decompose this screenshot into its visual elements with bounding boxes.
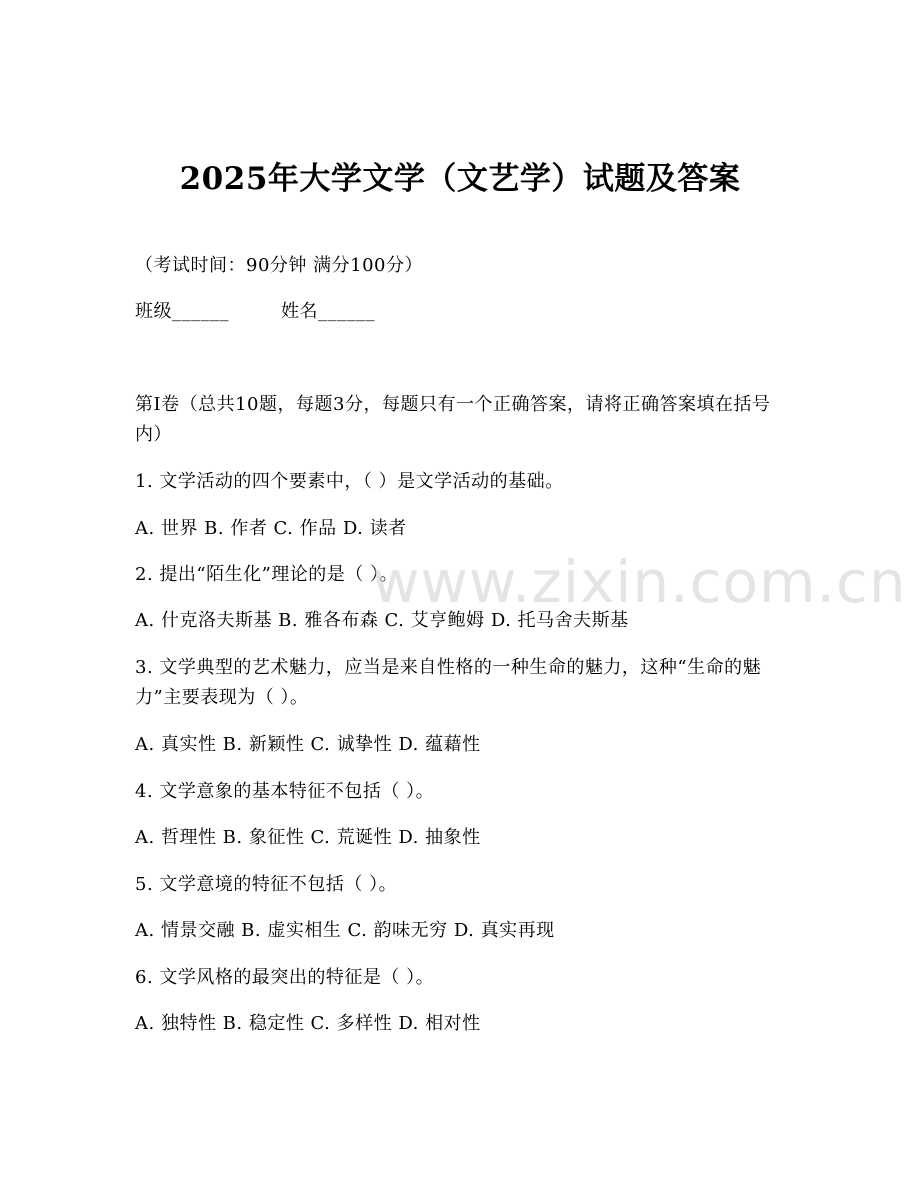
question-stem: 2. 提出“陌生化”理论的是（ ）。 (135, 564, 399, 585)
exam-info: （考试时间：90分钟 满分100分） (135, 255, 423, 276)
page-title: 2025年大学文学（文艺学）试题及答案 (179, 161, 741, 197)
question-stem: 5. 文学意境的特征不包括（ ）。 (135, 874, 398, 895)
question-options: A. 独特性 B. 稳定性 C. 多样性 D. 相对性 (135, 1013, 481, 1034)
name-field-label: 姓名______ (281, 301, 375, 322)
question-options: A. 情景交融 B. 虚实相生 C. 韵味无穷 D. 真实再现 (135, 920, 555, 941)
question-stem: 4. 文学意象的基本特征不包括（ ）。 (135, 781, 435, 802)
section-intro: 第I卷（总共10题，每题3分，每题只有一个正确答案，请将正确答案填在括号内） (135, 394, 771, 445)
question-options: A. 哲理性 B. 象征性 C. 荒诞性 D. 抽象性 (135, 827, 481, 848)
question-options: A. 什克洛夫斯基 B. 雅各布森 C. 艾亨鲍姆 D. 托马舍夫斯基 (135, 610, 629, 631)
student-info-row (135, 297, 375, 327)
class-field-label: 班级______ (135, 301, 229, 322)
question-stem: 1. 文学活动的四个要素中，（ ）是文学活动的基础。 (135, 471, 564, 492)
question-options: A. 世界 B. 作者 C. 作品 D. 读者 (135, 518, 407, 539)
question-stem: 6. 文学风格的最突出的特征是（ ）。 (135, 967, 435, 988)
question-options: A. 真实性 B. 新颖性 C. 诚挚性 D. 蕴藉性 (135, 734, 481, 755)
watermark: www.zixin.com.cn (372, 548, 907, 616)
question-stem: 3. 文学典型的艺术魅力，应当是来自性格的一种生命的魅力，这种“生命的魅力”主要表现为（ ）。 (135, 657, 762, 708)
